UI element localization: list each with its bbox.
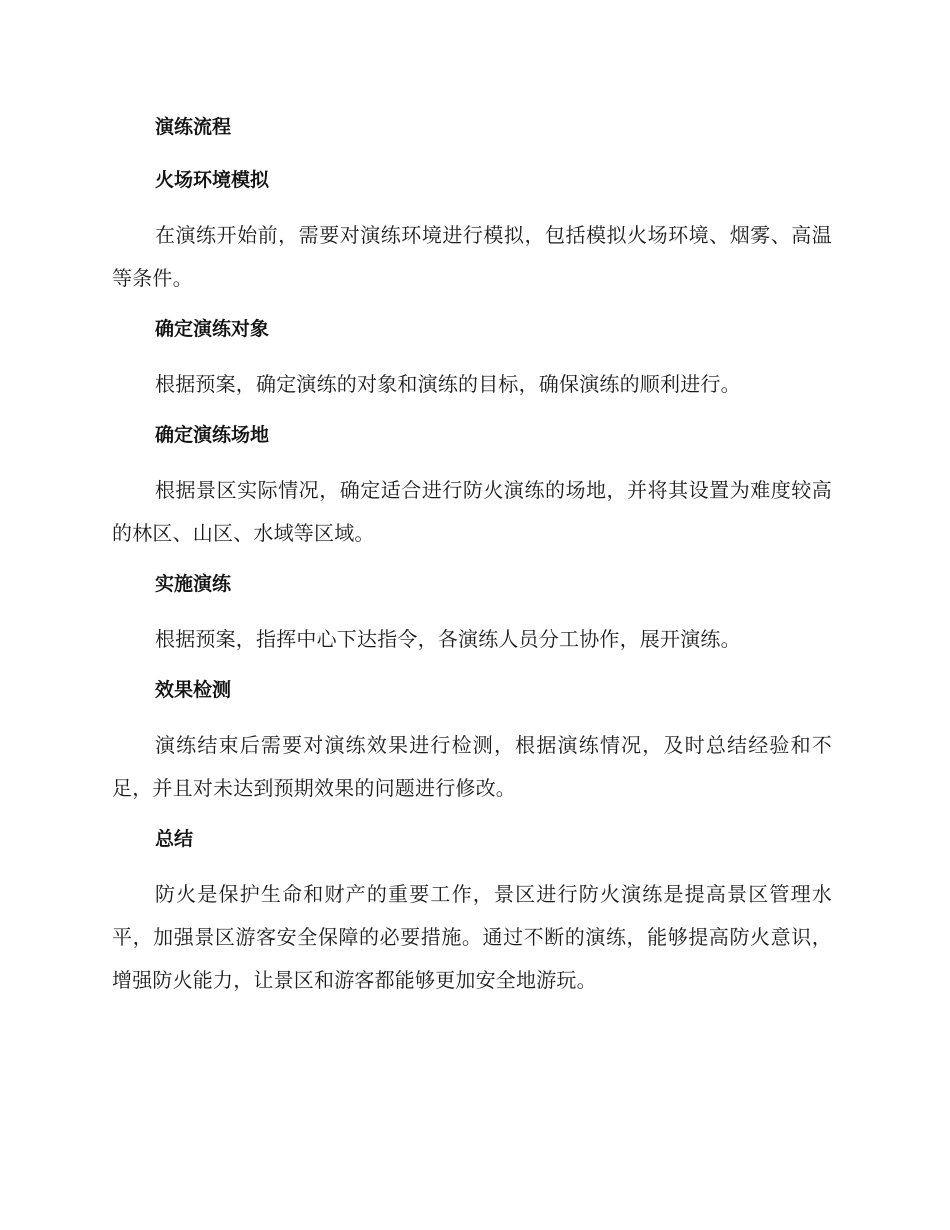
paragraph-drill-target: 根据预案，确定演练的对象和演练的目标，确保演练的顺利进行。 bbox=[155, 372, 741, 396]
paragraph-effect-check: 演练结束后需要对演练效果进行检测，根据演练情况，及时总结经验和不足，并且对未达到预期效果的问题进行修改。 bbox=[112, 733, 832, 800]
paragraph-summary: 防火是保护生命和财产的重要工作，景区进行防火演练是提高景区管理水平，加强景区游客安全保障的必要措施。通过不断的演练，能够提高防火意识，增强防火能力，让景区和游客都能够更加安全地游玩。 bbox=[112, 882, 832, 992]
document-body bbox=[112, 108, 832, 1012]
section-heading-implement-drill: 实施演练 bbox=[155, 573, 232, 595]
paragraph-drill-site: 根据景区实际情况，确定适合进行防火演练的场地，并将其设置为难度较高的林区、山区、水域等区域。 bbox=[112, 478, 832, 545]
section-heading-fire-simulation: 火场环境模拟 bbox=[155, 169, 270, 191]
section-heading-effect-check: 效果检测 bbox=[155, 679, 232, 701]
section-heading-summary: 总结 bbox=[155, 828, 194, 850]
section-heading-drill-target: 确定演练对象 bbox=[155, 318, 270, 340]
paragraph-fire-simulation: 在演练开始前，需要对演练环境进行模拟，包括模拟火场环境、烟雾、高温等条件。 bbox=[112, 223, 832, 290]
section-heading-drill-site: 确定演练场地 bbox=[155, 424, 270, 446]
section-heading-drill-process: 演练流程 bbox=[155, 116, 232, 138]
paragraph-implement-drill: 根据预案，指挥中心下达指令，各演练人员分工协作，展开演练。 bbox=[155, 627, 741, 651]
